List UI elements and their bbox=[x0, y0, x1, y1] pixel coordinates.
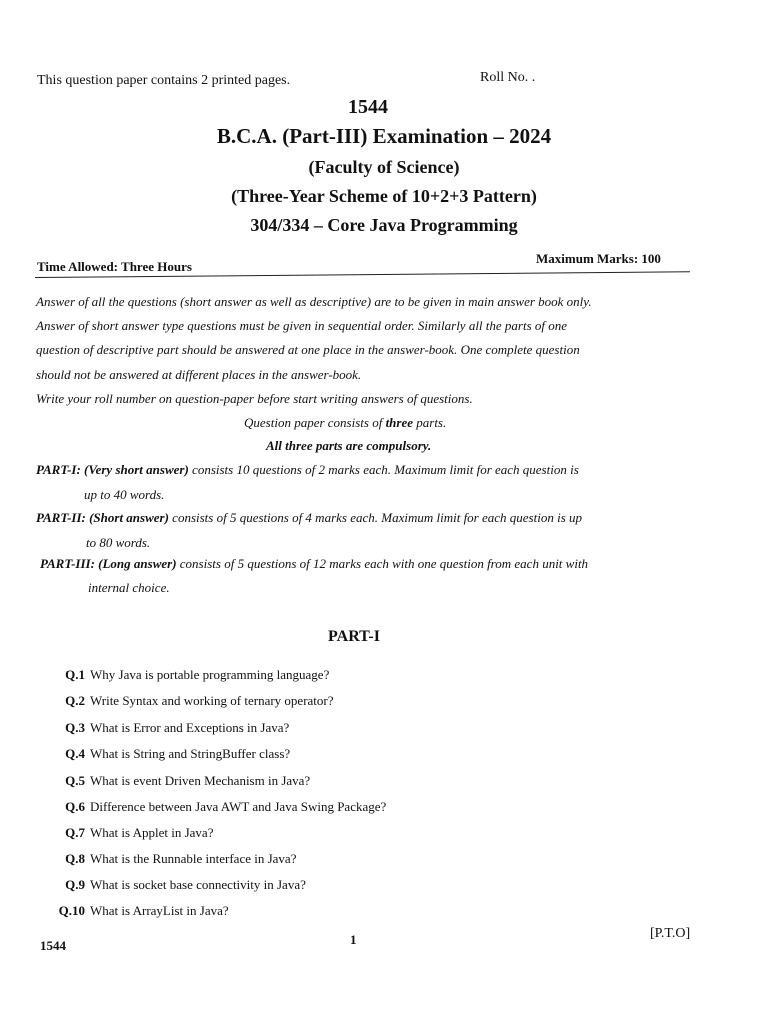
question-number: Q.2 bbox=[65, 693, 85, 708]
instruction-line: Answer of all the questions (short answer as well as descriptive) are to be given in main answer book only. bbox=[36, 294, 592, 309]
part-type: (Long answer) bbox=[98, 556, 177, 571]
question-number: Q.3 bbox=[65, 720, 85, 735]
exam-title: B.C.A. (Part-III) Examination – 2024 bbox=[216, 124, 552, 148]
question-item bbox=[40, 851, 660, 871]
question-item bbox=[40, 667, 660, 687]
question-text: What is the Runnable interface in Java? bbox=[90, 851, 297, 866]
instruction-line: should not be answered at different places in the answer-book. bbox=[36, 367, 362, 382]
part-label: PART-I: bbox=[36, 462, 81, 477]
subject-heading: 304/334 – Core Java Programming bbox=[250, 215, 518, 235]
part-type: (Very short answer) bbox=[84, 462, 189, 477]
question-item bbox=[40, 746, 660, 766]
question-number: Q.4 bbox=[65, 746, 85, 761]
question-number: Q.8 bbox=[65, 851, 85, 866]
part1-continuation: up to 40 words. bbox=[84, 487, 165, 502]
maximum-marks: Maximum Marks: 100 bbox=[536, 251, 661, 266]
instruction-text: All three parts are bbox=[266, 438, 367, 453]
question-item bbox=[40, 799, 660, 819]
question-number: Q.5 bbox=[65, 773, 85, 788]
pages-note: This question paper contains 2 printed pages. bbox=[37, 73, 291, 88]
question-text: Difference between Java AWT and Java Swing Package? bbox=[90, 799, 387, 814]
instruction-emphasis: compulsory bbox=[366, 438, 429, 453]
instruction-text: Question paper consists of bbox=[244, 415, 386, 430]
footer-paper-code: 1544 bbox=[40, 938, 66, 953]
page-number: 1 bbox=[350, 932, 357, 947]
part-text: consists 10 questions of 2 marks each. Maximum limit for each question is bbox=[188, 462, 579, 477]
instruction-text: parts. bbox=[413, 415, 447, 430]
question-number: Q.10 bbox=[58, 903, 85, 918]
part2-description bbox=[36, 510, 582, 526]
time-allowed: Time Allowed: Three Hours bbox=[37, 259, 192, 274]
instruction-parts-count bbox=[244, 415, 446, 431]
question-item bbox=[40, 773, 660, 793]
question-number: Q.6 bbox=[65, 799, 85, 814]
question-item bbox=[40, 693, 660, 713]
part-label: PART-III: bbox=[40, 556, 95, 571]
question-item bbox=[40, 825, 660, 845]
scheme-heading: (Three-Year Scheme of 10+2+3 Pattern) bbox=[231, 186, 537, 206]
instruction-line: Answer of short answer type questions must be given in sequential order. Similarly all the parts of one bbox=[36, 318, 568, 333]
question-item bbox=[40, 903, 660, 923]
question-text: Write Syntax and working of ternary operator? bbox=[90, 693, 334, 708]
instruction-compulsory bbox=[266, 438, 431, 454]
question-text: What is socket base connectivity in Java? bbox=[90, 877, 306, 892]
question-number: Q.1 bbox=[65, 667, 85, 682]
part1-description bbox=[36, 462, 579, 478]
part-text: consists of 5 questions of 4 marks each. Maximum limit for each question is up bbox=[168, 510, 583, 525]
paper-code: 1544 bbox=[348, 96, 388, 118]
question-item bbox=[40, 877, 660, 897]
please-turn-over: [P.T.O] bbox=[650, 926, 691, 941]
instruction-line: question of descriptive part should be answered at one place in the answer-book. One complete question bbox=[36, 342, 580, 357]
question-number: Q.9 bbox=[65, 877, 85, 892]
part-type: (Short answer) bbox=[89, 510, 169, 525]
roll-number-label: Roll No. . bbox=[480, 70, 536, 85]
question-number: Q.7 bbox=[65, 825, 85, 840]
question-text: What is event Driven Mechanism in Java? bbox=[90, 773, 311, 788]
part3-continuation: internal choice. bbox=[88, 580, 170, 595]
part-text: consists of 5 questions of 12 marks each with one question from each unit with bbox=[176, 556, 589, 571]
question-text: What is Applet in Java? bbox=[90, 825, 214, 840]
faculty-heading: (Faculty of Science) bbox=[308, 157, 460, 177]
instruction-emphasis: three bbox=[385, 415, 414, 430]
part2-continuation: to 80 words. bbox=[86, 535, 151, 550]
instruction-line: Write your roll number on question-paper before start writing answers of questions. bbox=[36, 391, 473, 406]
instruction-text: . bbox=[428, 438, 432, 453]
question-text: What is Error and Exceptions in Java? bbox=[90, 720, 290, 735]
question-item bbox=[40, 720, 660, 740]
part-heading: PART-I bbox=[328, 628, 380, 645]
question-text: What is ArrayList in Java? bbox=[90, 903, 229, 918]
part-label: PART-II: bbox=[36, 510, 86, 525]
part3-description bbox=[40, 556, 588, 572]
question-text: Why Java is portable programming language? bbox=[90, 667, 330, 682]
question-text: What is String and StringBuffer class? bbox=[90, 746, 291, 761]
